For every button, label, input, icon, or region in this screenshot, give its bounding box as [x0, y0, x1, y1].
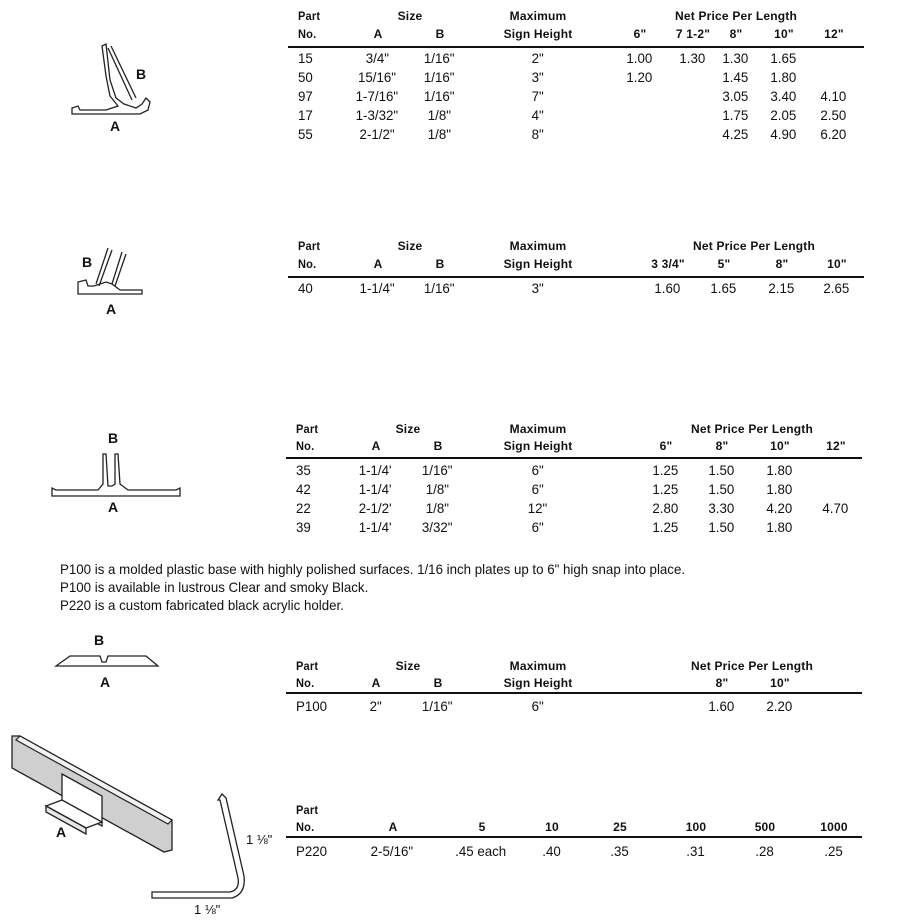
dimension-label-b: B	[136, 66, 147, 82]
cell-price: 2.65	[823, 280, 850, 296]
price-table-1	[288, 8, 864, 148]
header-maximum: Maximum	[509, 422, 567, 436]
holder-profile-drawing	[72, 240, 152, 300]
product-note: P100 is a molded plastic base with highly polished surfaces. 1/16 inch plates up to 6" high snap into place.	[60, 561, 686, 577]
cell-size-a: 2-1/2"	[359, 126, 395, 142]
cell-size-a: 15/16"	[357, 69, 397, 85]
cell-size-a: 3/4"	[365, 50, 389, 66]
price-table-2	[288, 238, 864, 298]
cell-price: 1.80	[766, 519, 793, 535]
header-part-no: No.	[296, 676, 315, 690]
cell-part: 42	[296, 481, 311, 497]
header-col-10: 10"	[827, 257, 847, 271]
header-col-3-3-4: 3 3/4"	[651, 257, 685, 271]
figure-holder-15	[60, 40, 170, 140]
table-row	[286, 500, 862, 519]
header-sign-height: Sign Height	[503, 257, 573, 271]
cell-size-b: 1/8"	[425, 481, 449, 497]
header-size: Size	[397, 239, 423, 253]
header-sign-height: Sign Height	[503, 27, 573, 41]
header-maximum: Maximum	[509, 659, 567, 673]
cell-price: 3.30	[708, 500, 735, 516]
cell-size-a: 2-5/16"	[370, 843, 414, 859]
header-col-10: 10"	[770, 676, 790, 690]
header-net-price: Net Price Per Length	[692, 239, 816, 253]
header-size-a: A	[388, 820, 398, 834]
cell-size-b: 3/32"	[421, 519, 453, 535]
cell-price: 1.50	[708, 519, 735, 535]
cell-size-a: 1-1/4'	[358, 462, 392, 478]
header-part: Part	[296, 803, 319, 817]
p220-angle-profile-drawing	[148, 790, 258, 902]
cell-price: 1.45	[722, 69, 749, 85]
header-size: Size	[395, 422, 421, 436]
cell-price: 2.50	[820, 107, 847, 123]
cell-size-a: 1-1/4'	[358, 481, 392, 497]
table-row	[286, 481, 862, 500]
header-size-b: B	[433, 439, 443, 453]
header-part: Part	[298, 9, 321, 23]
cell-size-b: 1/16"	[421, 462, 453, 478]
cell-size-b: 1/16"	[423, 50, 455, 66]
cell-price: 4.20	[766, 500, 793, 516]
cell-size-b: 1/16"	[423, 280, 455, 296]
cell-part: 15	[298, 50, 313, 66]
cell-price: 1.25	[652, 462, 679, 478]
table-row	[286, 462, 862, 481]
header-size-b: B	[435, 257, 445, 271]
cell-price: 4.90	[770, 126, 797, 142]
cell-price: 1.25	[652, 481, 679, 497]
header-rule	[286, 692, 862, 694]
cell-price: 1.30	[722, 50, 749, 66]
header-rule	[288, 276, 864, 278]
table-row	[288, 280, 864, 299]
cell-max-height: 7"	[531, 88, 544, 104]
cell-part: 50	[298, 69, 313, 85]
cell-price: 1.60	[654, 280, 681, 296]
cell-size-b: 1/8"	[427, 107, 451, 123]
cell-price: .45 each	[455, 843, 507, 859]
header-col-7-1-2: 7 1-2"	[675, 27, 711, 41]
dimension-vertical: 1 ⅛"	[246, 832, 273, 847]
header-rule	[286, 457, 862, 459]
cell-size-a: 2"	[369, 698, 382, 714]
cell-price: 1.80	[766, 462, 793, 478]
cell-price: 1.65	[770, 50, 797, 66]
figure-holder-40	[72, 240, 152, 320]
cell-part: 17	[298, 107, 313, 123]
cell-price: 1.50	[708, 462, 735, 478]
header-qty-1000: 1000	[820, 820, 848, 834]
cell-max-height: 4"	[531, 107, 544, 123]
cell-size-a: 1-3/32"	[355, 107, 399, 123]
dimension-label-a: A	[100, 674, 111, 690]
cell-price: 1.80	[766, 481, 793, 497]
header-maximum: Maximum	[509, 9, 567, 23]
table-row	[288, 69, 864, 88]
header-rule	[286, 836, 862, 838]
cell-price: 3.05	[722, 88, 749, 104]
cell-size-b: 1/16"	[423, 69, 455, 85]
table-row	[288, 88, 864, 107]
header-col-8: 8"	[775, 257, 789, 271]
header-maximum: Maximum	[509, 239, 567, 253]
dimension-label-a: A	[108, 499, 119, 515]
table-row	[286, 698, 862, 717]
price-table-p220	[286, 802, 862, 872]
cell-price: .25	[824, 843, 843, 859]
dimension-label-a: A	[110, 118, 121, 134]
cell-price: 4.10	[820, 88, 847, 104]
cell-part: 40	[298, 280, 313, 296]
cell-part: 55	[298, 126, 313, 142]
header-rule	[288, 46, 864, 48]
header-col-10: 10"	[774, 27, 794, 41]
cell-price: 2.15	[768, 280, 795, 296]
product-note: P220 is a custom fabricated black acrylic holder.	[60, 597, 344, 613]
cell-part: 35	[296, 462, 311, 478]
header-net-price: Net Price Per Length	[674, 9, 798, 23]
dimension-label-b: B	[82, 254, 93, 270]
header-col-8: 8"	[715, 439, 729, 453]
dimension-label-a: A	[106, 301, 117, 317]
header-part: Part	[296, 659, 319, 673]
cell-price: 3.40	[770, 88, 797, 104]
header-sign-height: Sign Height	[503, 676, 573, 690]
header-col-10: 10"	[770, 439, 790, 453]
cell-price: 1.20	[626, 69, 653, 85]
header-col-6: 6"	[659, 439, 673, 453]
header-col-8: 8"	[729, 27, 743, 41]
cell-price: 1.60	[708, 698, 735, 714]
table-row	[288, 50, 864, 69]
header-qty-500: 500	[754, 820, 776, 834]
table-row	[286, 843, 862, 862]
cell-size-a: 1-1/4"	[359, 280, 395, 296]
header-qty-10: 10	[545, 820, 559, 834]
table-row	[288, 126, 864, 145]
cell-price: 1.65	[710, 280, 737, 296]
cell-price: .35	[610, 843, 629, 859]
header-part: Part	[298, 239, 321, 253]
header-col-12: 12"	[824, 27, 844, 41]
cell-price: 2.80	[652, 500, 679, 516]
header-part: Part	[296, 422, 319, 436]
cell-max-height: 6"	[531, 462, 544, 478]
cell-price: .40	[542, 843, 561, 859]
cell-price: 1.50	[708, 481, 735, 497]
cell-price: .31	[686, 843, 705, 859]
figure-holder-p100	[50, 630, 170, 694]
header-size-a: A	[371, 676, 381, 690]
cell-price: 1.75	[722, 107, 749, 123]
cell-price: 4.25	[722, 126, 749, 142]
header-size-a: A	[373, 27, 383, 41]
cell-size-b: 1/16"	[423, 88, 455, 104]
header-size-a: A	[371, 439, 381, 453]
header-sign-height: Sign Height	[503, 439, 573, 453]
price-table-p100	[286, 658, 862, 718]
header-part-no: No.	[298, 257, 317, 271]
cell-max-height: 3"	[531, 69, 544, 85]
cell-price: .28	[755, 843, 774, 859]
header-part-no: No.	[296, 439, 315, 453]
table-row	[288, 107, 864, 126]
header-qty-100: 100	[685, 820, 707, 834]
cell-max-height: 3"	[531, 280, 544, 296]
holder-profile-drawing	[50, 630, 170, 680]
cell-price: 1.00	[626, 50, 653, 66]
dimension-label-b: B	[108, 430, 119, 446]
cell-part: 22	[296, 500, 311, 516]
cell-part: P220	[296, 843, 328, 859]
table-row	[286, 519, 862, 538]
cell-part: 39	[296, 519, 311, 535]
header-size-b: B	[435, 27, 445, 41]
product-note: P100 is available in lustrous Clear and smoky Black.	[60, 579, 369, 595]
header-net-price: Net Price Per Length	[690, 659, 814, 673]
cell-price: 6.20	[820, 126, 847, 142]
cell-price: 1.80	[770, 69, 797, 85]
dimension-horizontal: 1 ⅛"	[194, 902, 221, 917]
cell-max-height: 12"	[527, 500, 548, 516]
cell-max-height: 8"	[531, 126, 544, 142]
header-part-no: No.	[296, 820, 315, 834]
cell-max-height: 6"	[531, 481, 544, 497]
header-qty-25: 25	[613, 820, 627, 834]
header-col-8: 8"	[715, 676, 729, 690]
cell-price: 2.05	[770, 107, 797, 123]
header-size: Size	[397, 9, 423, 23]
header-qty-5: 5	[478, 820, 486, 834]
cell-price: 2.20	[766, 698, 793, 714]
figure-p220-profile	[148, 790, 278, 920]
header-col-5: 5"	[717, 257, 731, 271]
cell-price: 1.25	[652, 519, 679, 535]
header-size: Size	[395, 659, 421, 673]
cell-price: 4.70	[822, 500, 849, 516]
header-size-b: B	[433, 676, 443, 690]
cell-max-height: 6"	[531, 519, 544, 535]
cell-size-a: 1-1/4'	[358, 519, 392, 535]
header-size-a: A	[373, 257, 383, 271]
header-net-price: Net Price Per Length	[690, 422, 814, 436]
cell-size-b: 1/8"	[425, 500, 449, 516]
figure-holder-35	[48, 426, 188, 522]
cell-max-height: 6"	[531, 698, 544, 714]
cell-size-b: 1/8"	[427, 126, 451, 142]
header-col-12: 12"	[826, 439, 846, 453]
cell-max-height: 2"	[531, 50, 544, 66]
cell-size-a: 2-1/2'	[358, 500, 392, 516]
cell-size-b: 1/16"	[421, 698, 453, 714]
dimension-label-a: A	[56, 824, 67, 840]
cell-part: P100	[296, 698, 328, 714]
cell-price: 1.30	[679, 50, 706, 66]
cell-part: 97	[298, 88, 313, 104]
cell-size-a: 1-7/16"	[355, 88, 399, 104]
price-table-3	[286, 421, 862, 541]
header-part-no: No.	[298, 27, 317, 41]
header-col-6: 6"	[633, 27, 647, 41]
dimension-label-b: B	[94, 632, 105, 648]
